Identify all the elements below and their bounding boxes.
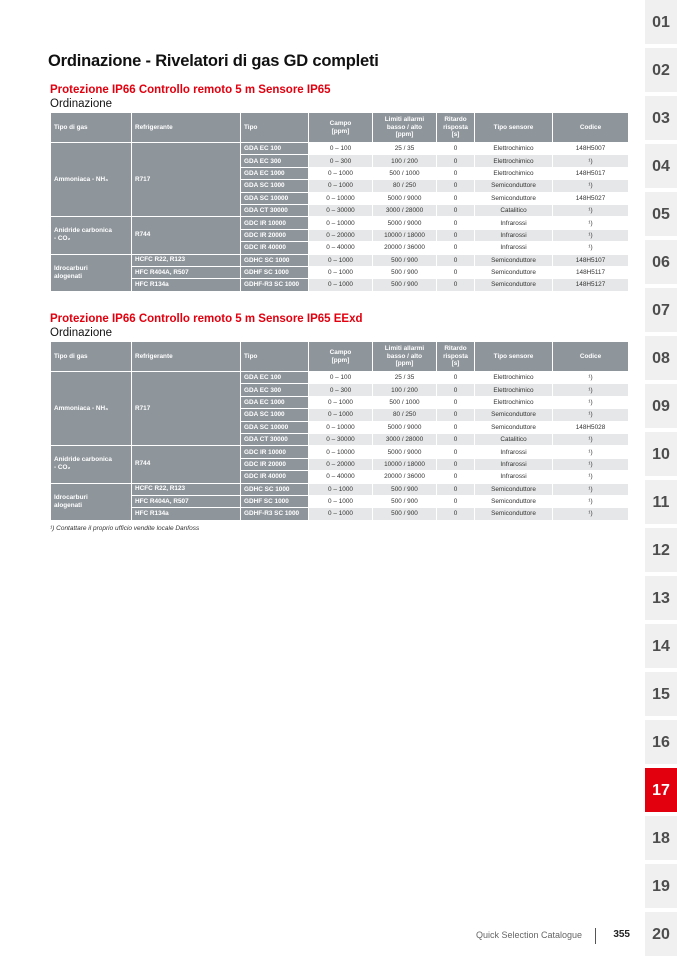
response-delay-cell: 0 [437, 279, 475, 291]
gas-type-halogenated [51, 254, 132, 291]
product-type: GDC IR 10000 [241, 217, 309, 229]
refrigerant-r717: R717 [132, 143, 241, 217]
sensor-type-cell: Infrarossi [475, 458, 553, 470]
page-footer [440, 928, 630, 944]
alarm-limits-cell: 5000 / 9000 [373, 192, 437, 204]
code-number-cell: ¹) [553, 217, 629, 229]
sensor-type-cell: Semiconduttore [475, 192, 553, 204]
gas-type-label: Anidride carbonica [54, 456, 112, 464]
col-header-campo-line2: [ppm] [331, 127, 350, 135]
range-cell: 0 – 30000 [309, 204, 373, 216]
code-number-cell: ¹) [553, 409, 629, 421]
chapter-tab-05[interactable]: 05 [645, 192, 677, 238]
sensor-type-cell: Semiconduttore [475, 409, 553, 421]
col-header-tipo-gas: Tipo di gas [51, 342, 132, 372]
col-header-ritardo-line1: Ritardo [444, 116, 467, 124]
response-delay-cell: 0 [437, 204, 475, 216]
sensor-type-cell: Elettrochimico [475, 372, 553, 384]
alarm-limits-cell: 5000 / 9000 [373, 421, 437, 433]
table-row [51, 483, 629, 495]
col-header-limiti [373, 342, 437, 372]
alarm-limits-cell: 500 / 900 [373, 508, 437, 520]
sensor-type-cell: Semiconduttore [475, 495, 553, 507]
range-cell: 0 – 300 [309, 155, 373, 167]
range-cell: 0 – 1000 [309, 167, 373, 179]
product-type: GDA EC 300 [241, 155, 309, 167]
refrigerant-r717: R717 [132, 372, 241, 446]
code-number-cell: ¹) [553, 396, 629, 408]
chapter-tab-08[interactable]: 08 [645, 336, 677, 382]
chapter-tab-17[interactable]: 17 [645, 768, 677, 814]
alarm-limits-cell: 5000 / 9000 [373, 446, 437, 458]
response-delay-cell: 0 [437, 167, 475, 179]
code-number-cell: ¹) [553, 242, 629, 254]
product-type: GDA EC 300 [241, 384, 309, 396]
product-type: GDA EC 100 [241, 372, 309, 384]
product-type: GDA SC 1000 [241, 180, 309, 192]
response-delay-cell: 0 [437, 155, 475, 167]
table-row [51, 372, 629, 384]
product-type: GDA SC 10000 [241, 192, 309, 204]
col-header-sensore: Tipo sensore [475, 342, 553, 372]
chapter-tab-13[interactable]: 13 [645, 576, 677, 622]
alarm-limits-cell: 500 / 1000 [373, 167, 437, 179]
col-header-refrigerante: Refrigerante [132, 342, 241, 372]
chapter-tab-20[interactable]: 20 [645, 912, 677, 958]
table-header-row [51, 113, 629, 143]
refrigerant-hfc-r134a: HFC R134a [132, 279, 241, 291]
order-table-ip65-eexd [50, 341, 629, 521]
gas-type-ammonia [51, 372, 132, 446]
product-type: GDC IR 20000 [241, 458, 309, 470]
range-cell: 0 – 1000 [309, 266, 373, 278]
code-number-cell: ¹) [553, 483, 629, 495]
alarm-limits-cell: 100 / 200 [373, 155, 437, 167]
col-header-limiti-line1: Limiti allarmi [384, 345, 425, 353]
gas-type-co2 [51, 446, 132, 483]
col-header-campo [309, 113, 373, 143]
range-cell: 0 – 1000 [309, 396, 373, 408]
alarm-limits-cell: 100 / 200 [373, 384, 437, 396]
chapter-tab-19[interactable]: 19 [645, 864, 677, 910]
code-number-cell: ¹) [553, 458, 629, 470]
refrigerant-r744: R744 [132, 217, 241, 254]
chapter-tab-04[interactable]: 04 [645, 144, 677, 190]
table-row [51, 254, 629, 266]
range-cell: 0 – 100 [309, 372, 373, 384]
product-type: GDC IR 10000 [241, 446, 309, 458]
col-header-ritardo [437, 342, 475, 372]
table-row [51, 495, 629, 507]
alarm-limits-cell: 80 / 250 [373, 409, 437, 421]
range-cell: 0 – 1000 [309, 409, 373, 421]
code-number-cell: 148H5028 [553, 421, 629, 433]
col-header-ritardo [437, 113, 475, 143]
response-delay-cell: 0 [437, 143, 475, 155]
sensor-type-cell: Semiconduttore [475, 180, 553, 192]
sensor-type-cell: Infrarossi [475, 229, 553, 241]
product-type: GDA EC 1000 [241, 167, 309, 179]
product-type: GDHF SC 1000 [241, 266, 309, 278]
table-row [51, 446, 629, 458]
alarm-limits-cell: 25 / 35 [373, 143, 437, 155]
col-header-campo-line2: [ppm] [331, 356, 350, 364]
range-cell: 0 – 10000 [309, 421, 373, 433]
chapter-tab-02[interactable]: 02 [645, 48, 677, 94]
product-type: GDA CT 30000 [241, 433, 309, 445]
chapter-tab-09[interactable]: 09 [645, 384, 677, 430]
range-cell: 0 – 10000 [309, 217, 373, 229]
sensor-type-cell: Semiconduttore [475, 483, 553, 495]
col-header-tipo: Tipo [241, 113, 309, 143]
response-delay-cell: 0 [437, 495, 475, 507]
code-number-cell: ¹) [553, 204, 629, 216]
table-row [51, 508, 629, 520]
gas-type-label: Idrocarburi [54, 264, 88, 272]
alarm-limits-cell: 3000 / 28000 [373, 204, 437, 216]
response-delay-cell: 0 [437, 242, 475, 254]
code-number-cell: ¹) [553, 471, 629, 483]
response-delay-cell: 0 [437, 433, 475, 445]
chapter-tab-07[interactable]: 07 [645, 288, 677, 334]
gas-type-halogenated [51, 483, 132, 520]
product-type: GDC IR 40000 [241, 471, 309, 483]
code-number-cell: ¹) [553, 155, 629, 167]
table-row [51, 279, 629, 291]
gas-type-label: alogenati [54, 501, 83, 509]
sensor-type-cell: Infrarossi [475, 446, 553, 458]
col-header-tipo: Tipo [241, 342, 309, 372]
response-delay-cell: 0 [437, 192, 475, 204]
range-cell: 0 – 40000 [309, 242, 373, 254]
gas-type-label: Ammoniaca - NH₃ [54, 175, 109, 183]
range-cell: 0 – 40000 [309, 471, 373, 483]
col-header-codice: Codice [553, 113, 629, 143]
table-header-row [51, 342, 629, 372]
col-header-refrigerante: Refrigerante [132, 113, 241, 143]
sensor-type-cell: Semiconduttore [475, 421, 553, 433]
col-header-limiti-line2: basso / alto [386, 123, 423, 131]
response-delay-cell: 0 [437, 409, 475, 421]
code-number-cell: ¹) [553, 508, 629, 520]
range-cell: 0 – 10000 [309, 192, 373, 204]
gas-type-co2 [51, 217, 132, 254]
response-delay-cell: 0 [437, 471, 475, 483]
code-number-cell: 148H5117 [553, 266, 629, 278]
col-header-ritardo-line3: [s] [451, 360, 460, 368]
chapter-tab-16[interactable]: 16 [645, 720, 677, 766]
alarm-limits-cell: 10000 / 18000 [373, 458, 437, 470]
response-delay-cell: 0 [437, 372, 475, 384]
alarm-limits-cell: 80 / 250 [373, 180, 437, 192]
refrigerant-r744: R744 [132, 446, 241, 483]
code-number-cell: 148H5127 [553, 279, 629, 291]
range-cell: 0 – 20000 [309, 229, 373, 241]
response-delay-cell: 0 [437, 421, 475, 433]
chapter-tab-06[interactable]: 06 [645, 240, 677, 286]
gas-type-ammonia [51, 143, 132, 217]
product-type: GDHF SC 1000 [241, 495, 309, 507]
code-number-cell: ¹) [553, 180, 629, 192]
section-title: Protezione IP66 Controllo remoto 5 m Sensore IP65 [50, 84, 331, 96]
product-type: GDA SC 1000 [241, 409, 309, 421]
page-title: Ordinazione - Rivelatori di gas GD completi [48, 52, 379, 70]
response-delay-cell: 0 [437, 229, 475, 241]
col-header-sensore: Tipo sensore [475, 113, 553, 143]
col-header-limiti [373, 113, 437, 143]
code-number-cell: ¹) [553, 495, 629, 507]
range-cell: 0 – 1000 [309, 279, 373, 291]
refrigerant-hcfc-r22: HCFC R22, R123 [132, 254, 241, 266]
refrigerant-hcfc-r22: HCFC R22, R123 [132, 483, 241, 495]
response-delay-cell: 0 [437, 384, 475, 396]
order-table-ip65 [50, 112, 629, 292]
sensor-type-cell: Catalitico [475, 204, 553, 216]
code-number-cell: ¹) [553, 372, 629, 384]
code-number-cell: 148H5007 [553, 143, 629, 155]
sensor-type-cell: Elettrochimico [475, 384, 553, 396]
sensor-type-cell: Infrarossi [475, 242, 553, 254]
product-type: GDHC SC 1000 [241, 483, 309, 495]
code-number-cell: ¹) [553, 384, 629, 396]
col-header-ritardo-line2: risposta [443, 123, 468, 131]
response-delay-cell: 0 [437, 180, 475, 192]
response-delay-cell: 0 [437, 217, 475, 229]
product-type: GDA EC 1000 [241, 396, 309, 408]
response-delay-cell: 0 [437, 266, 475, 278]
footnote: ¹) Contattare il proprio ufficio vendite locale Danfoss [50, 525, 200, 532]
col-header-ritardo-line2: risposta [443, 352, 468, 360]
code-number-cell: 148H5107 [553, 254, 629, 266]
sensor-type-cell: Elettrochimico [475, 167, 553, 179]
alarm-limits-cell: 25 / 35 [373, 372, 437, 384]
gas-type-label: Anidride carbonica [54, 227, 112, 235]
chapter-tab-14[interactable]: 14 [645, 624, 677, 670]
code-number-cell: ¹) [553, 229, 629, 241]
sensor-type-cell: Catalitico [475, 433, 553, 445]
section-subtitle: Ordinazione [50, 98, 113, 110]
range-cell: 0 – 1000 [309, 508, 373, 520]
col-header-ritardo-line3: [s] [451, 131, 460, 139]
refrigerant-hfc-r404a: HFC R404A, R507 [132, 495, 241, 507]
response-delay-cell: 0 [437, 446, 475, 458]
gas-type-label: Idrocarburi [54, 493, 88, 501]
chapter-tab-10[interactable]: 10 [645, 432, 677, 478]
response-delay-cell: 0 [437, 508, 475, 520]
code-number-cell: 148H5017 [553, 167, 629, 179]
range-cell: 0 – 20000 [309, 458, 373, 470]
sensor-type-cell: Infrarossi [475, 217, 553, 229]
table-row [51, 217, 629, 229]
sensor-type-cell: Infrarossi [475, 471, 553, 483]
product-type: GDA CT 30000 [241, 204, 309, 216]
footer-divider [595, 928, 596, 944]
table-row [51, 143, 629, 155]
code-number-cell: ¹) [553, 446, 629, 458]
alarm-limits-cell: 3000 / 28000 [373, 433, 437, 445]
alarm-limits-cell: 500 / 900 [373, 266, 437, 278]
sensor-type-cell: Semiconduttore [475, 508, 553, 520]
alarm-limits-cell: 20000 / 36000 [373, 471, 437, 483]
sensor-type-cell: Elettrochimico [475, 143, 553, 155]
col-header-campo-line1: Campo [329, 120, 352, 127]
response-delay-cell: 0 [437, 483, 475, 495]
product-type: GDC IR 40000 [241, 242, 309, 254]
page-number: 355 [613, 929, 630, 940]
col-header-tipo-gas: Tipo di gas [51, 113, 132, 143]
response-delay-cell: 0 [437, 458, 475, 470]
product-type: GDHF-R3 SC 1000 [241, 508, 309, 520]
gas-type-label: alogenati [54, 272, 83, 280]
col-header-limiti-line1: Limiti allarmi [384, 116, 425, 124]
code-number-cell: ¹) [553, 433, 629, 445]
chapter-tab-03[interactable]: 03 [645, 96, 677, 142]
col-header-limiti-line2: basso / alto [386, 352, 423, 360]
gas-type-label: - CO₂ [54, 464, 71, 472]
sensor-type-cell: Elettrochimico [475, 155, 553, 167]
product-type: GDHC SC 1000 [241, 254, 309, 266]
product-type: GDA SC 10000 [241, 421, 309, 433]
alarm-limits-cell: 500 / 900 [373, 483, 437, 495]
code-number-cell: 148H5027 [553, 192, 629, 204]
sensor-type-cell: Semiconduttore [475, 279, 553, 291]
chapter-tab-15[interactable]: 15 [645, 672, 677, 718]
chapter-tab-11[interactable]: 11 [645, 480, 677, 526]
refrigerant-hfc-r134a: HFC R134a [132, 508, 241, 520]
alarm-limits-cell: 500 / 900 [373, 279, 437, 291]
product-type: GDHF-R3 SC 1000 [241, 279, 309, 291]
alarm-limits-cell: 10000 / 18000 [373, 229, 437, 241]
col-header-limiti-line3: [ppm] [395, 131, 414, 139]
range-cell: 0 – 1000 [309, 180, 373, 192]
range-cell: 0 – 100 [309, 143, 373, 155]
section-title: Protezione IP66 Controllo remoto 5 m Sensore IP65 EExd [50, 313, 363, 325]
sensor-type-cell: Elettrochimico [475, 396, 553, 408]
table-row [51, 266, 629, 278]
chapter-tab-18[interactable]: 18 [645, 816, 677, 862]
alarm-limits-cell: 500 / 900 [373, 495, 437, 507]
sensor-type-cell: Semiconduttore [475, 266, 553, 278]
col-header-ritardo-line1: Ritardo [444, 345, 467, 353]
gas-type-label: Ammoniaca - NH₃ [54, 404, 109, 412]
sensor-type-cell: Semiconduttore [475, 254, 553, 266]
footer-catalogue-label: Quick Selection Catalogue [475, 930, 582, 940]
alarm-limits-cell: 500 / 900 [373, 254, 437, 266]
col-header-limiti-line3: [ppm] [395, 360, 414, 368]
range-cell: 0 – 300 [309, 384, 373, 396]
product-type: GDC IR 20000 [241, 229, 309, 241]
alarm-limits-cell: 500 / 1000 [373, 396, 437, 408]
alarm-limits-cell: 20000 / 36000 [373, 242, 437, 254]
col-header-codice: Codice [553, 342, 629, 372]
range-cell: 0 – 1000 [309, 495, 373, 507]
response-delay-cell: 0 [437, 396, 475, 408]
range-cell: 0 – 1000 [309, 254, 373, 266]
product-type: GDA EC 100 [241, 143, 309, 155]
chapter-tab-01[interactable]: 01 [645, 0, 677, 46]
alarm-limits-cell: 5000 / 9000 [373, 217, 437, 229]
col-header-campo [309, 342, 373, 372]
range-cell: 0 – 1000 [309, 483, 373, 495]
section-ip65-eexd [50, 312, 628, 521]
gas-type-label: - CO₂ [54, 235, 71, 243]
col-header-campo-line1: Campo [329, 349, 352, 356]
response-delay-cell: 0 [437, 254, 475, 266]
range-cell: 0 – 30000 [309, 433, 373, 445]
range-cell: 0 – 10000 [309, 446, 373, 458]
section-ip65 [50, 83, 628, 292]
section-subtitle: Ordinazione [50, 327, 113, 339]
refrigerant-hfc-r404a: HFC R404A, R507 [132, 266, 241, 278]
chapter-tab-12[interactable]: 12 [645, 528, 677, 574]
